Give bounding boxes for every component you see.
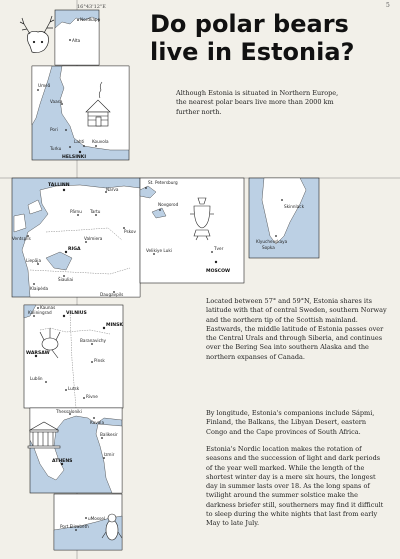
label-vaasa: Vaasa bbox=[50, 99, 63, 104]
label-valmiera: Valmiera bbox=[84, 236, 103, 241]
label-nordkapp: Nordkapp bbox=[80, 17, 101, 22]
longitude-label: 16°43'12"E bbox=[77, 4, 106, 10]
label-skinnlack: Skinnlack bbox=[284, 204, 305, 209]
label-siauliai: Šiauliai bbox=[58, 277, 74, 282]
label-lublin: Lublin bbox=[30, 376, 43, 381]
label-tartu: Tartu bbox=[90, 209, 101, 214]
label-lahti: Lahti bbox=[74, 139, 85, 144]
map-panel-south-africa bbox=[54, 494, 122, 550]
label-velikiye-luki: Velikiye Luki bbox=[146, 248, 172, 253]
label-izmir: Izmir bbox=[104, 452, 115, 457]
label-kaliningrad: Kaliningrad bbox=[28, 310, 52, 315]
label-helsinki: HELSINKI bbox=[62, 155, 87, 160]
label-minsk: MINSK bbox=[106, 323, 123, 328]
map-panel-finland bbox=[32, 66, 129, 160]
label-kouvola: Kouvola bbox=[92, 139, 109, 144]
label-klaipeda: Klaipėda bbox=[30, 286, 49, 291]
label-sopka: Sopka bbox=[262, 245, 275, 250]
label-tver: Tver bbox=[214, 246, 224, 251]
map-panel-baltics bbox=[12, 178, 140, 297]
label-kavala: Kavala bbox=[90, 420, 105, 425]
label-pskov: Pskov bbox=[124, 229, 136, 234]
label-klyuchevskaya: Klyuchevskaya bbox=[256, 239, 288, 244]
label-mossel: uMossel bbox=[88, 516, 105, 521]
label-pori: Pori bbox=[50, 127, 58, 132]
label-novgorod: Novgorod bbox=[158, 202, 179, 207]
label-moscow: MOSCOW bbox=[206, 269, 231, 274]
label-st-petersburg: St. Petersburg bbox=[148, 180, 178, 185]
label-baranavichy: Baranavichy bbox=[80, 338, 107, 343]
label-warsaw: WARSAW bbox=[26, 351, 50, 356]
label-rivne: Rivne bbox=[86, 394, 98, 399]
label-vilnius: VILNIUS bbox=[66, 311, 87, 316]
label-narva: Narva bbox=[106, 187, 119, 192]
label-liepaja: Liepāja bbox=[26, 258, 42, 263]
map-panel-russia bbox=[140, 178, 244, 283]
page-number: 5 bbox=[386, 2, 390, 9]
label-pinsk: Pinsk bbox=[94, 358, 105, 363]
label-tallinn: TALLINN bbox=[48, 183, 70, 188]
label-port-elizabeth: Port Elizabeth bbox=[60, 524, 89, 529]
reindeer-illustration bbox=[20, 16, 54, 53]
label-turku: Turku bbox=[50, 146, 62, 151]
seasons-paragraph: Estonia's Nordic location makes the rotation of seasons and the succession of light and dark periods of the year well marked. While the length of the shortest winter day is a mere six hours, the longest day in summer lasts over 18. As the long spans of twilight around the summer solstice make the darkness briefer still, southerners may find it difficult to sleep during the white nights that last from early May to late July. bbox=[206, 445, 384, 528]
map-panel-nordkapp bbox=[55, 10, 101, 65]
label-balikesir: Balikesir bbox=[100, 432, 118, 437]
map-panel-belarus bbox=[24, 305, 123, 408]
label-thessaloniki: Thessaloniki bbox=[56, 409, 82, 414]
map-panel-kamchatka bbox=[249, 178, 319, 258]
label-ventspils: Ventspils bbox=[12, 236, 31, 241]
label-athens: ATHENS bbox=[52, 459, 73, 464]
label-parnu: Pärnu bbox=[70, 209, 82, 214]
latitude-paragraph: Located between 57° and 59°N, Estonia shares its latitude with that of central Sweden, southern Norway and the northern tip of the Scottish mainland. Eastwards, the middle latitude of Estonia passes over the Central Urals and through Siberia, and continues over the Bering Sea into southern Alaska and the northern expanses of Canada. bbox=[206, 297, 387, 361]
intro-paragraph: Although Estonia is situated in Northern Europe, the nearest polar bears live more than 2000 km further north. bbox=[176, 89, 339, 116]
label-lutsk: Lutsk bbox=[68, 386, 80, 391]
label-riga: RIGA bbox=[68, 247, 81, 252]
label-alta: Alta bbox=[72, 38, 81, 43]
page-title: Do polar bears live in Estonia? bbox=[150, 10, 355, 66]
map-panel-greece bbox=[28, 408, 122, 493]
longitude-paragraph: By longitude, Estonia's companions include Sápmi, Finland, the Balkans, the Libyan Desert, eastern Congo and the Cape provinces of South Africa. bbox=[206, 409, 375, 436]
label-umea: Umeå bbox=[38, 83, 51, 88]
label-kaunas: Kaunas bbox=[40, 305, 56, 310]
label-daugavpils: Daugavpils bbox=[100, 292, 124, 297]
